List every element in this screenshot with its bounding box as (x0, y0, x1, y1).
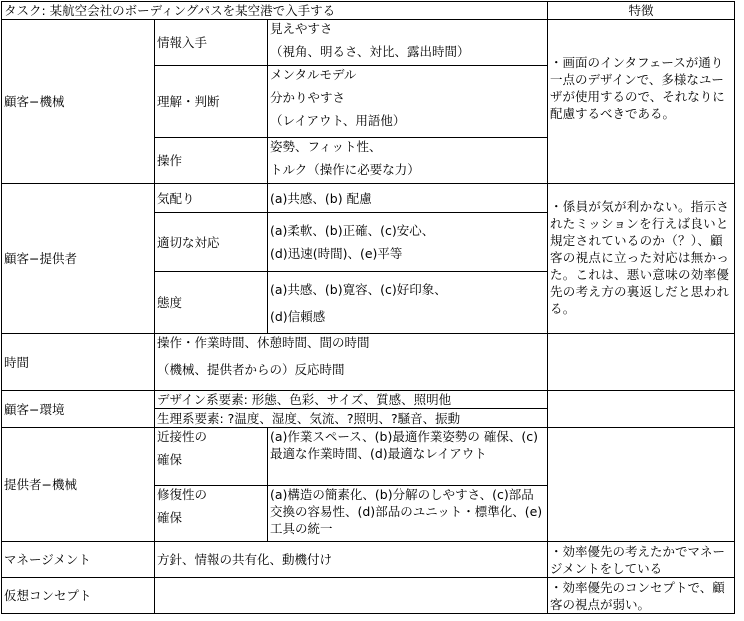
category-customer-environment: 顧客−環境 (2, 391, 155, 428)
sub-understanding: 理解・判断 (155, 66, 268, 138)
time-detail: 操作・作業時間、休憩時間、間の時間 （機械、提供者からの）反応時間 (155, 334, 548, 391)
sub-care: 気配り (155, 184, 268, 213)
sub-attitude: 態度 (155, 272, 268, 334)
category-management: マネージメント (2, 542, 155, 578)
category-provider-machine: 提供者−機械 (2, 428, 155, 542)
care-detail: (a)共感、(b) 配慮 (268, 184, 548, 213)
virtual-concept-detail (155, 578, 548, 614)
physiological-elements: 生理系要素: ?温度、湿度、気流、?照明、?騒音、振動 (155, 409, 548, 428)
sub-proximity: 近接性の 確保 (155, 428, 268, 486)
sub-repairability: 修復性の 確保 (155, 486, 268, 542)
repairability-detail: (a)構造の簡素化、(b)分解のしやすさ、(c)部品交換の容易性、(d)部品のユニット・標準化、(e)工具の統一 (268, 486, 548, 542)
category-customer-provider: 顧客−提供者 (2, 184, 155, 334)
operation-detail: 姿勢、フィット性、 トルク（操作に必要な力） (268, 138, 548, 184)
sub-operation: 操作 (155, 138, 268, 184)
proximity-detail: (a)作業スペース、(b)最適作業姿勢の 確保、(c)最適な作業時間、(d)最適なレイアウト (268, 428, 548, 486)
info-acquisition-detail: 見えやすさ （視角、明るさ、対比、露出時間） (268, 20, 548, 66)
customer-provider-note: ・係員が気が利かない。指示されたミッションを行えば良いと規定されているのか（？）、顧客の視点に立った対応は無かった。これは、悪い意味の効率優先の考え方の裏返しだと思われる。 (548, 184, 735, 334)
management-detail: 方針、情報の共有化、動機付け (155, 542, 548, 578)
category-virtual-concept: 仮想コンセプト (2, 578, 155, 614)
design-elements: デザイン系要素: 形態、色彩、サイズ、質感、照明他 (155, 391, 548, 409)
customer-machine-note: ・画面のインタフェースが通り一点のデザインで、多様なユーザが使用するので、それなりに配慮するべきである。 (548, 20, 735, 184)
sub-appropriate-response: 適切な対応 (155, 213, 268, 272)
category-time: 時間 (2, 334, 155, 391)
understanding-detail: メンタルモデル 分かりやすさ （レイアウト、用語他） (268, 66, 548, 138)
task-header: タスク: 某航空会社のボーディングパスを某空港で入手する (2, 2, 548, 20)
management-note: ・効率優先の考えたかでマネージメントをしている (548, 542, 735, 578)
customer-environment-note (548, 391, 735, 428)
analysis-table (1, 1, 735, 614)
attitude-detail: (a)共感、(b)寛容、(c)好印象、 (d)信頼感 (268, 272, 548, 334)
virtual-concept-note: ・効率優先のコンセプトで、顧客の視点が弱い。 (548, 578, 735, 614)
response-detail: (a)柔軟、(b)正確、(c)安心、 (d)迅速(時間)、(e)平等 (268, 213, 548, 272)
features-header: 特徴 (548, 2, 735, 20)
category-customer-machine: 顧客−機械 (2, 20, 155, 184)
sub-info-acquisition: 情報入手 (155, 20, 268, 66)
time-note (548, 334, 735, 391)
provider-machine-note (548, 428, 735, 542)
